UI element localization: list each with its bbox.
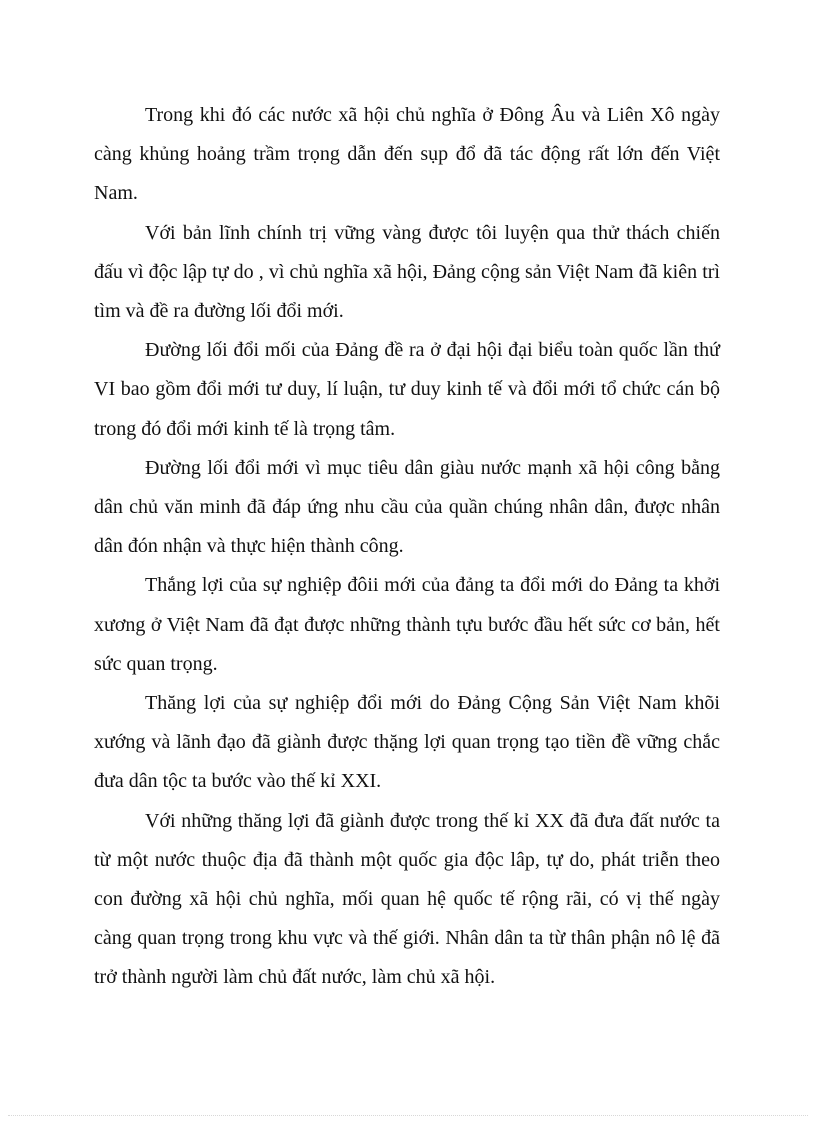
paragraph-4: Đường lối đổi mới vì mục tiêu dân giàu nước mạnh xã hội công bằng dân chủ văn minh đã đáp ứng nhu cầu của quần chúng nhân dân, được nhân dân đón nhận và thực hiện thành công. (94, 456, 720, 558)
page-bottom-divider (8, 1115, 808, 1116)
document-body (94, 96, 720, 998)
paragraph-3: Đường lối đổi mối của Đảng đề ra ở đại hội đại biểu toàn quốc lần thứ VI bao gồm đổi mới tư duy, lí luận, tư duy kinh tế và đổi mới tổ chức cán bộ trong đó đổi mới kinh tế là trọng tâm. (94, 339, 720, 440)
paragraph-7: Với những thăng lợi đã giành được trong thế kỉ XX đã đưa đất nước ta từ một nước thuộc địa đã thành một quốc gia độc lâp, tự do, phát triễn theo con đường xã hội chủ nghĩa, mối quan hệ quốc tế rộng rãi, có vị thế ngày càng quan trọng trong khu vực và thế giới. Nhân dân ta từ thân phận nô lệ đã trở thành người làm chủ đất nước, làm chủ xã hội. (94, 809, 720, 989)
paragraph-1: Trong khi đó các nước xã hội chủ nghĩa ở Đông Âu và Liên Xô ngày càng khủng hoảng trầm trọng dẫn đến sụp đổ đã tác động rất lớn đến Việt Nam. (94, 104, 720, 205)
paragraph-5: Thắng lợi của sự nghiệp đôii mới của đảng ta đổi mới do Đảng ta khởi xương ở Việt Nam đã đạt được những thành tựu bước đầu hết sức cơ bản, hết sức quan trọng. (94, 574, 720, 675)
paragraph-6: Thăng lợi của sự nghiệp đổi mới do Đảng Cộng Sản Việt Nam khõi xướng và lãnh đạo đã giành được thặng lợi quan trọng tạo tiền đề vững chắc đưa dân tộc ta bước vào thế kỉ XXI. (94, 692, 720, 793)
paragraph-2: Với bản lĩnh chính trị vững vàng được tôi luyện qua thử thách chiến đấu vì độc lập tự do , vì chủ nghĩa xã hội, Đảng cộng sản Việt Nam đã kiên trì tìm và đề ra đường lối đổi mới. (94, 221, 720, 323)
